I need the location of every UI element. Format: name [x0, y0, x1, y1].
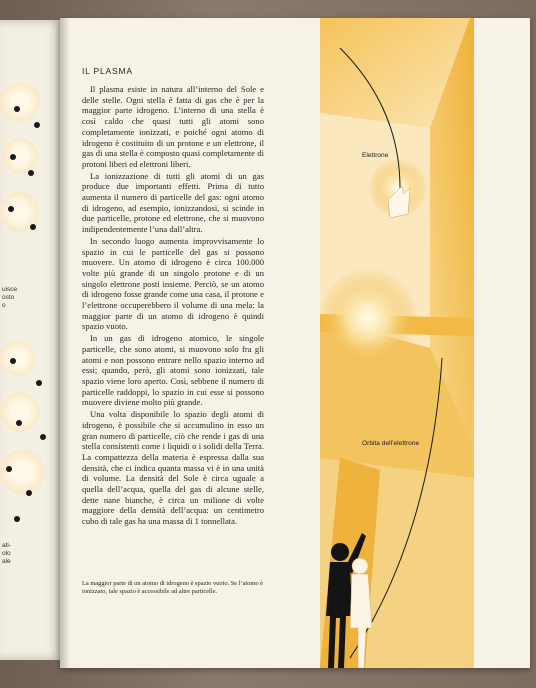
- paragraph: Una volta disponibile lo spazio degli atomi di idrogeno, è possibile che si accumulino in esso un gran numero di particelle, ciò che rende i gas di una stella consistenti come i liquidi o i solidi della Terra. La compattezza della materia è espressa dalla sua densità, che ci indica quanta massa vi è in una unità di volume. La densità del Sole è circa uguale a quella dell’acqua, quella del gas di alcune stelle, dette nane bianche, è circa un milione di volte maggiore della densità dell’acqua: un centimetro cubo di tale gas ha una massa di 1 tonnellata.: [82, 409, 264, 527]
- particle-dot: [6, 466, 12, 472]
- particle-dot: [8, 206, 14, 212]
- paragraph: La ionizzazione di tutti gli atomi di un gas produce due importanti effetti. Prima di tutto aumenta il numero di particelle del gas: ogni atomo di idrogeno, ad esempio, ionizzandosi, si scinde in due particelle, protone ed elettrone, che si muovono indipendentemente l’una dall’altra.: [82, 170, 264, 235]
- left-text-fragment: osto: [2, 294, 15, 301]
- particle-dot: [14, 106, 20, 112]
- particle-dot: [26, 490, 32, 496]
- paragraph: Il plasma esiste in natura all’interno del Sole e delle stelle. Ogni stella è fatta di gas che è per la maggior parte idrogeno. L’interno di una stella è così caldo che quasi tutti gli atomi sono completamente ionizzati, e poiché ogni atomo di idrogeno è costituito di un protone e un elettrone, il gas di una stella è composto quasi completamente di protoni liberi ed elettroni liberi.: [82, 84, 264, 169]
- left-text-fragment: uisce: [2, 286, 18, 293]
- article-body: [82, 84, 264, 527]
- particle-dot: [36, 380, 42, 386]
- atom-house-illustration: [320, 18, 474, 668]
- page-gutter-shadow: [60, 18, 70, 668]
- paragraph: In secondo luogo aumenta improvvisamente lo spazio in cui le particelle del gas si possono muovere. Un atomo di idrogeno è circa 100.000 volte più grande di un singolo protone e di un singolo elettrone posti insieme. Perciò, se un atomo di idrogeno fosse grande come una casa, il protone e l’elettrone occuperebbero il volume di una mela: la maggior parte di un atomo di idrogeno è quindi spazio vuoto.: [82, 235, 264, 332]
- nucleus-glow: [320, 268, 418, 368]
- paragraph: In un gas di idrogeno atomico, le singole particelle, che sono atomi, si muovono solo fra gli atomi e non possono entrare nello spazio interno ad essi; quando, però, gli atomi sono ionizzati, tale spazio viene loro aperto. Così, sebbene il numero di particelle raddoppi, lo spazio in cui esse si possono muovere diviene molto più grande.: [82, 333, 264, 408]
- atom-illustration: [0, 340, 36, 376]
- atom-illustration: [0, 392, 40, 432]
- particle-dot: [30, 224, 36, 230]
- atom-illustration: [0, 82, 40, 122]
- particle-dot: [28, 170, 34, 176]
- left-text-fragment: ale: [2, 558, 11, 565]
- particle-dot: [10, 358, 16, 364]
- particle-dot: [34, 122, 40, 128]
- particle-dot: [14, 516, 20, 522]
- page-title: IL PLASMA: [82, 66, 133, 76]
- figure-caption: La maggior parte di un atomo di idrogeno è spazio vuoto. Se l’atomo è ionizzato, tale spazio è accessibile ad altre particelle.: [82, 580, 264, 595]
- particle-dot: [10, 154, 16, 160]
- orbit-label: Orbita dell’elettrone: [362, 440, 420, 447]
- left-text-fragment: olo: [2, 550, 11, 557]
- electron-label: Elettrone: [362, 152, 389, 159]
- atom-illustration: [2, 138, 38, 174]
- article-column: [82, 66, 264, 528]
- particle-dot: [40, 434, 46, 440]
- left-text-fragment: o: [2, 302, 6, 309]
- left-text-fragment: ati-: [2, 542, 12, 549]
- atom-illustration: [0, 450, 44, 494]
- left-page: [0, 20, 62, 660]
- particle-dot: [16, 420, 22, 426]
